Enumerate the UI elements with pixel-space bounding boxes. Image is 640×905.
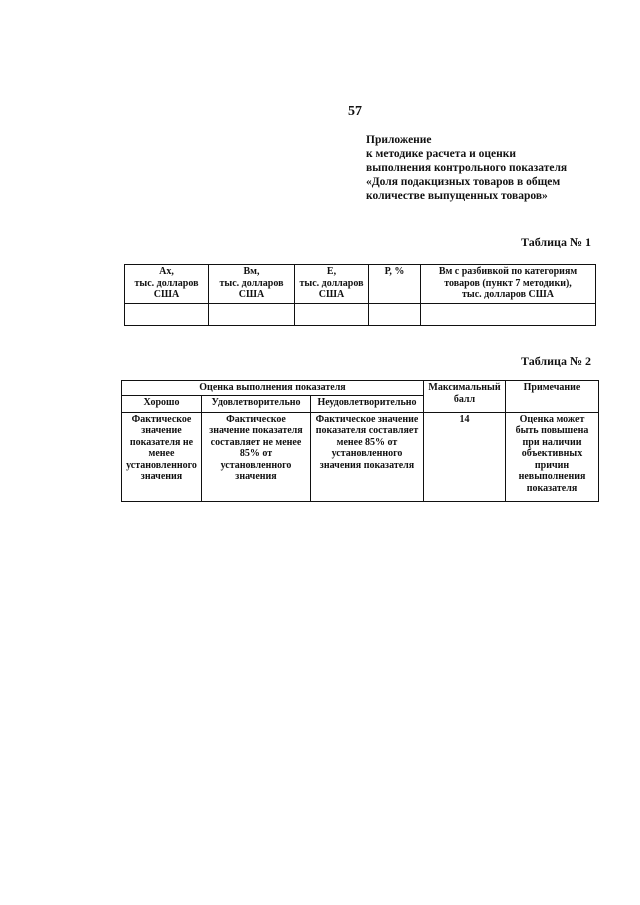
table2-data-row <box>122 412 599 501</box>
table1-header-row <box>125 265 596 304</box>
table1-cell <box>295 304 369 326</box>
table2-cell-satisfactory <box>202 412 311 501</box>
table2-subheader-unsatisfactory <box>311 395 424 412</box>
table1-header-cell <box>295 265 369 304</box>
table2-group-header-text: Оценка выполнения показателя <box>199 382 346 393</box>
table1-header-cell <box>125 265 209 304</box>
table1-header-text: Ах, тыс. долларов США <box>134 266 199 300</box>
appendix-line: Приложение <box>366 134 432 146</box>
table1-header-text: Р, % <box>384 266 405 277</box>
table1-header-text: Вм с разбивкой по категориям товаров (пункт 7 методики), тыс. долларов США <box>438 266 578 300</box>
table2-cell-text: Оценка может быть повышена при наличии объективных причин невыполнения показателя <box>515 413 589 494</box>
table2-cell-text: Фактическое значение показателя составляет менее 85% от установленного значения показателя <box>315 413 419 471</box>
table2-subheader-satisfactory <box>202 395 311 412</box>
table1-header-cell <box>421 265 596 304</box>
page-number: 57 <box>348 104 362 119</box>
table2-cell-text: Фактическое значение показателя составляет не менее 85% от установленного значения <box>209 413 303 482</box>
table1-header-cell <box>209 265 295 304</box>
appendix-line: количестве выпущенных товаров» <box>366 190 548 202</box>
table2-cell-text: Фактическое значение показателя не менее установленного значения <box>126 413 197 482</box>
table2-subheader-text: Удовлетворительно <box>211 396 301 408</box>
table1-caption: Таблица № 1 <box>521 235 592 249</box>
table1-data-row <box>125 304 596 326</box>
table1 <box>124 264 596 326</box>
table1-cell <box>125 304 209 326</box>
appendix-heading <box>366 133 567 203</box>
table2-group-header <box>122 381 424 396</box>
table2-cell-unsatisfactory <box>311 412 424 501</box>
table2-subheader-text: Неудовлетворительно <box>317 396 417 408</box>
table2-cell-note <box>506 412 599 501</box>
appendix-line: к методике расчета и оценки <box>366 148 516 160</box>
table1-cell <box>421 304 596 326</box>
table1-cell <box>369 304 421 326</box>
table2-cell-text: 14 <box>459 413 470 425</box>
appendix-line: «Доля подакцизных товаров в общем <box>366 176 561 188</box>
table2-cell-max-score <box>424 412 506 501</box>
table2-note-header-text: Примечание <box>523 382 581 393</box>
table2-group-header-row <box>122 381 599 396</box>
table1-header-text: Вм, тыс. долларов США <box>219 266 284 300</box>
table2-caption: Таблица № 2 <box>521 354 592 368</box>
table2-note-header <box>506 381 599 413</box>
table2-cell-good <box>122 412 202 501</box>
table1-cell <box>209 304 295 326</box>
table2-subheader-text: Хорошо <box>143 396 180 408</box>
table1-header-text: Е, тыс. долларов США <box>299 266 364 300</box>
table2-subheader-good <box>122 395 202 412</box>
table2-max-score-header <box>424 381 506 413</box>
table1-header-cell <box>369 265 421 304</box>
table2-max-score-header-text: Максимальный балл <box>428 382 501 405</box>
appendix-line: выполнения контрольного показателя <box>366 162 568 174</box>
table2 <box>121 380 599 502</box>
